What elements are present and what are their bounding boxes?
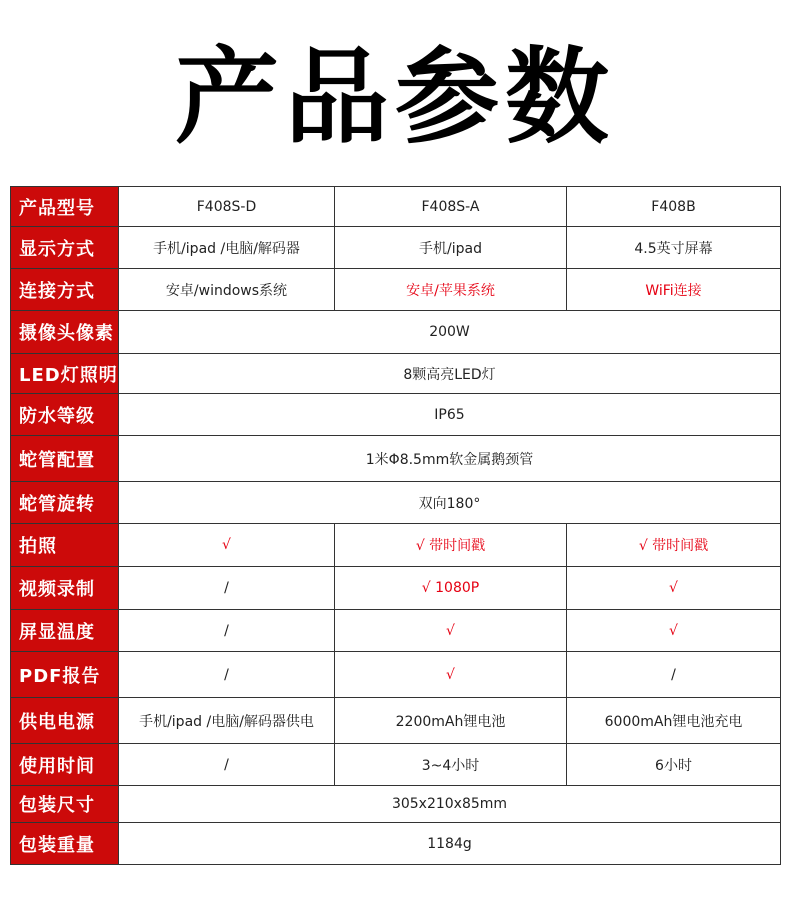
row-value-model-3: /: [567, 652, 781, 698]
row-label: 包装尺寸: [11, 786, 119, 823]
row-value-model-2: 手机/ipad: [335, 227, 567, 269]
row-waterproof: [11, 394, 781, 436]
row-value-all-models: IP65: [119, 394, 781, 436]
row-display: [11, 227, 781, 269]
row-value-model-3: √: [567, 567, 781, 610]
row-label: 视频录制: [11, 567, 119, 610]
row-photo: [11, 524, 781, 567]
row-label: 供电电源: [11, 698, 119, 744]
row-tube-config: [11, 436, 781, 482]
spec-table-body: [11, 187, 781, 865]
row-package-weight: [11, 823, 781, 865]
row-value-model-2: √ 1080P: [335, 567, 567, 610]
row-package-size: [11, 786, 781, 823]
row-value-model-1: /: [119, 744, 335, 786]
row-value-model-2: 3~4小时: [335, 744, 567, 786]
row-value-model-1: /: [119, 652, 335, 698]
row-value-model-3: 6小时: [567, 744, 781, 786]
row-label: 使用时间: [11, 744, 119, 786]
row-value-model-1: /: [119, 610, 335, 652]
row-value-model-3: √ 带时间戳: [567, 524, 781, 567]
row-value-model-1: /: [119, 567, 335, 610]
row-value-model-1: √: [119, 524, 335, 567]
row-label: 显示方式: [11, 227, 119, 269]
row-value-model-2: √: [335, 652, 567, 698]
row-label: 连接方式: [11, 269, 119, 311]
row-usage-time: [11, 744, 781, 786]
row-value-model-2: 安卓/苹果系统: [335, 269, 567, 311]
row-value-model-3: 4.5英寸屏幕: [567, 227, 781, 269]
row-value-model-3: 6000mAh锂电池充电: [567, 698, 781, 744]
row-connection: [11, 269, 781, 311]
row-label: 产品型号: [11, 187, 119, 227]
row-label: 防水等级: [11, 394, 119, 436]
row-label: 摄像头像素: [11, 311, 119, 354]
row-value-all-models: 1184g: [119, 823, 781, 865]
row-label: 包装重量: [11, 823, 119, 865]
row-value-model-2: 2200mAh锂电池: [335, 698, 567, 744]
row-value-all-models: 8颗高亮LED灯: [119, 354, 781, 394]
row-value-all-models: 1米Φ8.5mm软金属鹅颈管: [119, 436, 781, 482]
row-power: [11, 698, 781, 744]
row-value-model-1: 手机/ipad /电脑/解码器: [119, 227, 335, 269]
row-label: 拍照: [11, 524, 119, 567]
row-temperature: [11, 610, 781, 652]
row-label: 屏显温度: [11, 610, 119, 652]
row-label: 蛇管旋转: [11, 482, 119, 524]
row-value-model-1: 安卓/windows系统: [119, 269, 335, 311]
row-value-model-2: √ 带时间戳: [335, 524, 567, 567]
row-led-lighting: [11, 354, 781, 394]
row-camera-pixels: [11, 311, 781, 354]
page-title: 产品参数: [174, 36, 615, 158]
row-value-model-3: √: [567, 610, 781, 652]
row-value-model-3: WiFi连接: [567, 269, 781, 311]
row-value-all-models: 305x210x85mm: [119, 786, 781, 823]
row-label: PDF报告: [11, 652, 119, 698]
row-value-model-3: F408B: [567, 187, 781, 227]
row-label: 蛇管配置: [11, 436, 119, 482]
row-value-all-models: 200W: [119, 311, 781, 354]
row-model: [11, 187, 781, 227]
row-value-model-2: √: [335, 610, 567, 652]
spec-table: [10, 186, 781, 865]
row-label: LED灯照明: [11, 354, 119, 394]
row-value-model-1: F408S-D: [119, 187, 335, 227]
row-video: [11, 567, 781, 610]
row-tube-rotation: [11, 482, 781, 524]
row-value-model-1: 手机/ipad /电脑/解码器供电: [119, 698, 335, 744]
row-value-all-models: 双向180°: [119, 482, 781, 524]
row-pdf-report: [11, 652, 781, 698]
row-value-model-2: F408S-A: [335, 187, 567, 227]
